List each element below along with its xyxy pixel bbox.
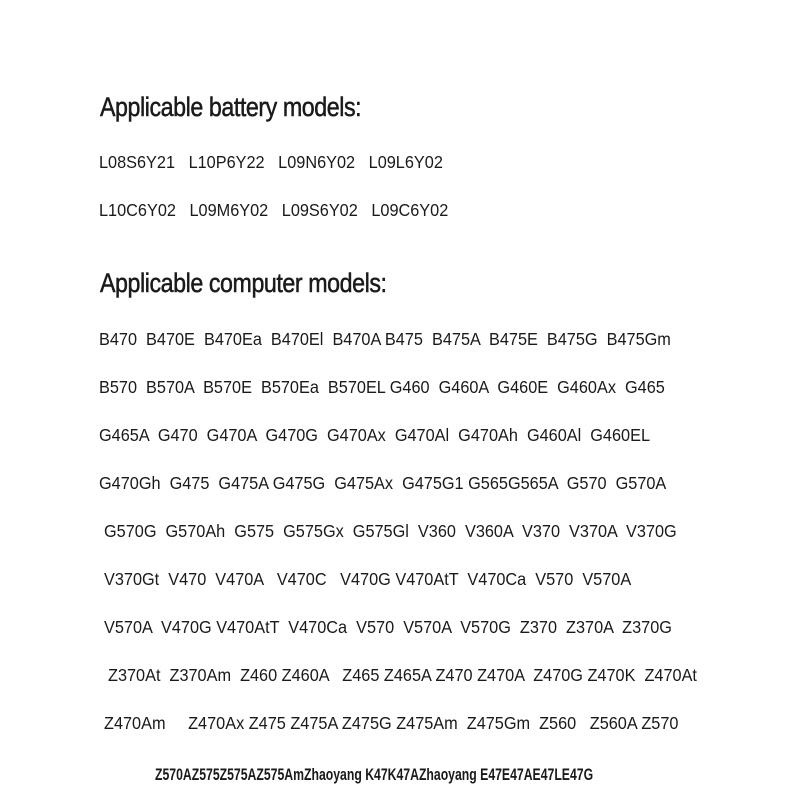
computer-models-line: G465A G470 G470A G470G G470Ax G470Al G470Ah G460Al G460EL xyxy=(99,425,650,445)
battery-models-line: L08S6Y21 L10P6Y22 L09N6Y02 L09L6Y02 xyxy=(99,152,443,172)
computer-models-line: V570A V470G V470AtT V470Ca V570 V570A V570G Z370 Z370A Z370G xyxy=(104,617,672,637)
computer-models-line: V370Gt V470 V470A V470C V470G V470AtT V470Ca V570 V570A xyxy=(104,569,632,589)
computer-models-line: B570 B570A B570E B570Ea B570EL G460 G460A G460E G460Ax G465 xyxy=(99,377,665,397)
computer-models-line: G570G G570Ah G575 G575Gx G575Gl V360 V360A V370 V370A V370G xyxy=(104,521,677,541)
battery-models-heading: Applicable battery models: xyxy=(100,92,362,122)
computer-models-line: Z470Am Z470Ax Z475 Z475A Z475G Z475Am Z475Gm Z560 Z560A Z570 xyxy=(104,713,679,733)
computer-models-line: Z370At Z370Am Z460 Z460A Z465 Z465A Z470 Z470A Z470G Z470K Z470At xyxy=(108,665,697,685)
computer-models-line: B470 B470E B470Ea B470El B470A B475 B475A B475E B475G B475Gm xyxy=(99,329,671,349)
computer-models-line: G470Gh G475 G475A G475G G475Ax G475G1 G565G565A G570 G570A xyxy=(99,473,667,493)
computer-models-heading: Applicable computer models: xyxy=(100,268,387,298)
computer-models-last-line: Z570AZ575Z575AZ575AmZhaoyang K47K47AZhaoyang E47E47AE47LE47G xyxy=(155,765,594,784)
battery-models-line: L10C6Y02 L09M6Y02 L09S6Y02 L09C6Y02 xyxy=(99,200,449,220)
